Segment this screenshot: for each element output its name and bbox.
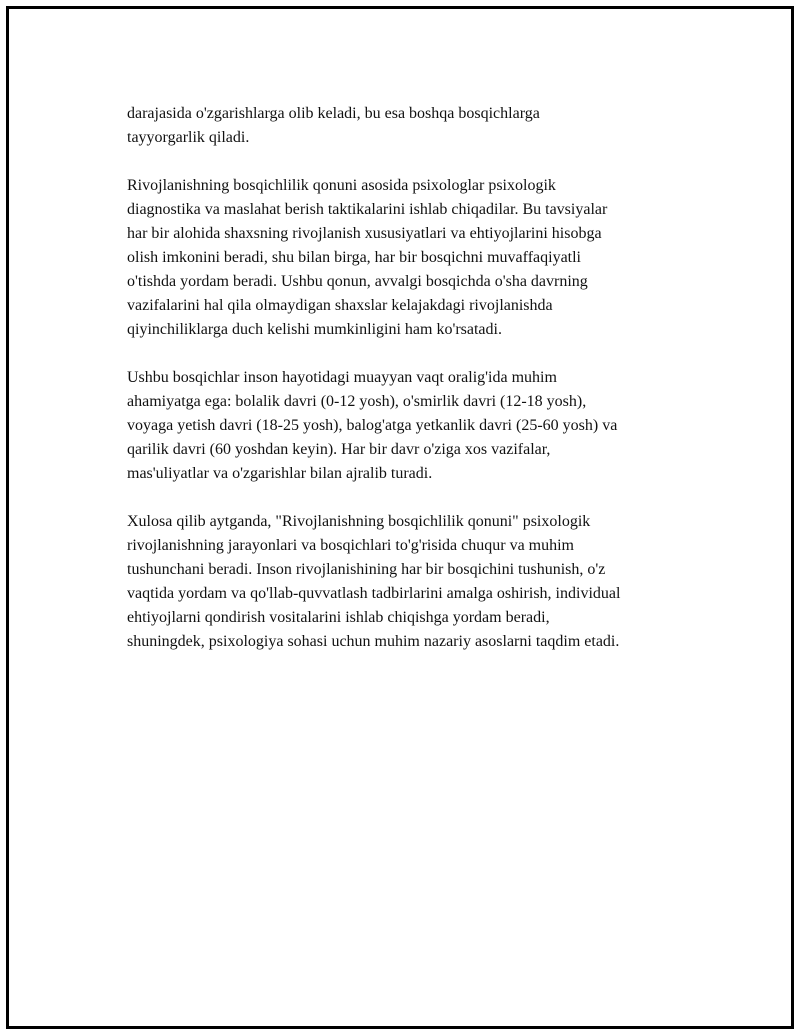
page-frame	[6, 6, 794, 1029]
paragraph-1: darajasida o'zgarishlarga olib keladi, bu esa boshqa bosqichlarga tayyorgarlik qiladi.	[127, 105, 540, 146]
paragraph-3: Ushbu bosqichlar inson hayotidagi muayyan vaqt oralig'ida muhim ahamiyatga ega: bolalik davri (0-12 yosh), o'smirlik davri (12-18 yosh), voyaga yetish davri (18-25 yosh), balog'atga yetkanlik davri (25-60 yosh) va qarilik davri (60 yoshdan keyin). Har bir davr o'ziga xos vazifalar, mas'uliyatlar va o'zgarishlar bilan ajralib turadi.	[127, 369, 618, 482]
paragraph-4: Xulosa qilib aytganda, "Rivojlanishning bosqichlilik qonuni" psixologik rivojlanishning jarayonlari va bosqichlari to'g'risida chuqur va muhim tushunchani beradi. Inson rivojlanishining har bir bosqichini tushunish, o'z vaqtida yordam va qo'llab-quvvatlash tadbirlarini amalga oshirish, individual ehtiyojlarni qondirish vositalarini ishlab chiqishga yordam beradi, shuningdek, psixologiya sohasi uchun muhim nazariy asoslarni taqdim etadi.	[127, 513, 621, 650]
document-body	[127, 102, 697, 678]
paragraph-2: Rivojlanishning bosqichlilik qonuni asosida psixologlar psixologik diagnostika va maslahat berish taktikalarini ishlab chiqadilar. Bu tavsiyalar har bir alohida shaxsning rivojlanish xususiyatlari va ehtiyojlarini hisobga olish imkonini beradi, shu bilan birga, har bir bosqichni muvaffaqiyatli o'tishda yordam beradi. Ushbu qonun, avvalgi bosqichda o'sha davrning vazifalarini hal qila olmaydigan shaxslar kelajakdagi rivojlanishda qiyinchiliklarga duch kelishi mumkinligini ham ko'rsatadi.	[127, 177, 608, 338]
